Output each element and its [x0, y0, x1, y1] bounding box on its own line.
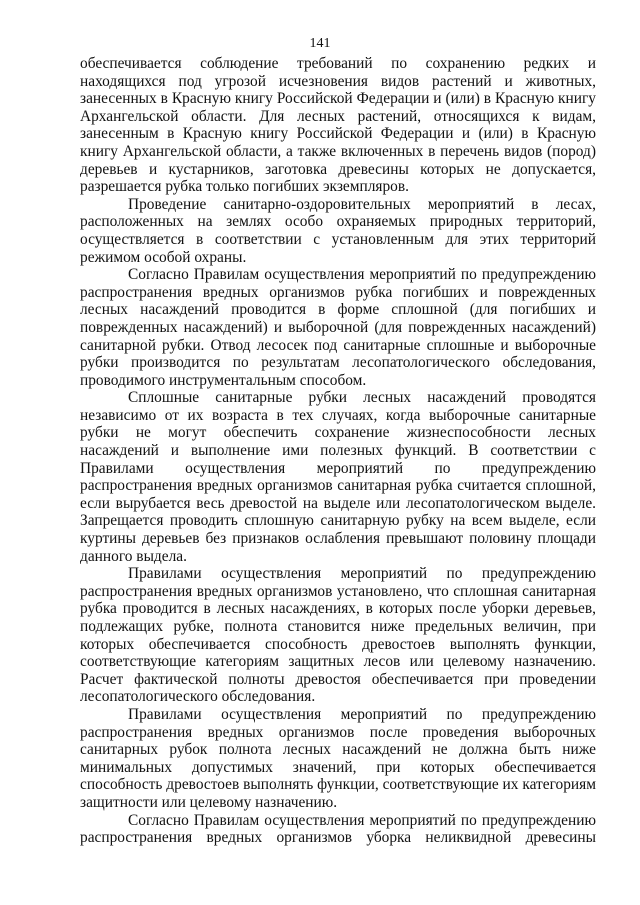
paragraph-2: Проведение санитарно-оздоровительных мероприятий в лесах, расположенных на землях особо охраняемых природных территорий, осуществляется в соответствии с установленным для этих территорий режимом особой охраны. — [80, 195, 596, 266]
paragraph-1: обеспечивается соблюдение требований по сохранению редких и находящихся под угрозой исчезновения видов растений и животных, занесенных в Красную книгу Российской Федерации и (или) в Красную книгу Архангельской области. Для лесных растений, относящихся к видам, занесенным в Красную книгу Российской Федерации и (или) в Красную книгу Архангельской области, а также включенных в перечень видов (пород) деревьев и кустарников, заготовка древесины которых не допускается, разрешается рубка только погибших экземпляров. — [80, 55, 596, 196]
paragraph-6: Правилами осуществления мероприятий по предупреждению распространения вредных организмов после проведения выборочных санитарных рубок полнота лесных насаждений не должна быть ниже минимальных допустимых значений, при которых обеспечивается способность древостоев выполнять функции, соответствующие их категориям защитности или целевому назначению. — [80, 705, 596, 811]
paragraph-4: Сплошные санитарные рубки лесных насаждений проводятся независимо от их возраста в тех случаях, когда выборочные санитарные рубки не могут обеспечить сохранение жизнеспособности лесных насаждений и выполнение ими полезных функций. В соответствии с Правилами осуществления мероприятий по предупреждению распространения вредных организмов санитарная рубка считается сплошной, если вырубается весь древостой на выделе или лесопатологическом выделе. Запрещается проводить сплошную санитарную рубку на всем выделе, если куртины деревьев без признаков ослабления превышают половину площади данного выдела. — [80, 389, 596, 565]
paragraph-3: Согласно Правилам осуществления мероприятий по предупреждению распространения вредных организмов рубка погибших и поврежденных лесных насаждений проводится в форме сплошной (для погибших и поврежденных насаждений) и выборочной (для поврежденных насаждений) санитарной рубки. Отвод лесосек под санитарные сплошные и выборочные рубки производится по результатам лесопатологического обследования, проводимого инструментальным способом. — [80, 266, 596, 389]
body-text — [80, 55, 596, 847]
page-number: 141 — [309, 36, 331, 51]
paragraph-7: Согласно Правилам осуществления мероприятий по предупреждению распространения вредных организмов уборка неликвидной древесины — [80, 811, 596, 847]
paragraph-5: Правилами осуществления мероприятий по предупреждению распространения вредных организмов установлено, что сплошная санитарная рубка проводится в лесных насаждениях, в которых после уборки деревьев, подлежащих рубке, полнота становится ниже предельных величин, при которых обеспечивается способность древостоев выполнять функции, соответствующие категориям защитных лесов или целевому назначению. Расчет фактической полноты древостоя обеспечивается при проведении лесопатологического обследования. — [80, 565, 596, 706]
